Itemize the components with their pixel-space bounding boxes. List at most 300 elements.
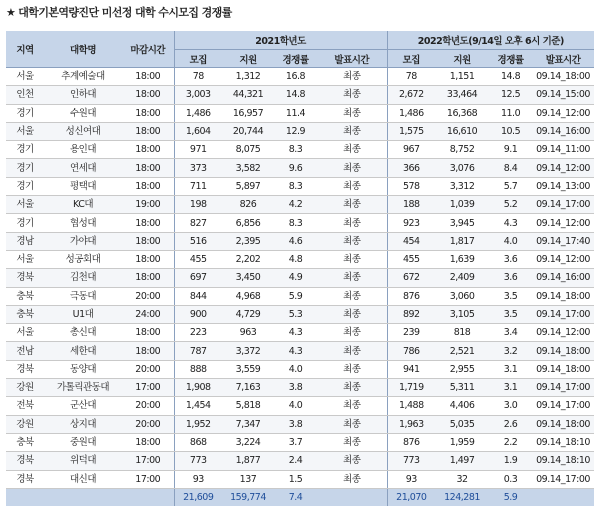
cell-recruit-2022: 967 [387,141,435,159]
cell-apply-2022: 2,409 [435,269,489,287]
cell-region: 서울 [6,68,44,86]
cell-recruit-2021: 868 [174,433,222,451]
cell-apply-2021: 2,202 [222,250,274,268]
cell-ratio-2022: 3.4 [489,324,532,342]
cell-deadline: 18:00 [122,214,174,232]
cell-apply-2022: 5,311 [435,379,489,397]
cell-apply-2022: 8,752 [435,141,489,159]
cell-university: 연세대 [44,159,122,177]
total-ratio-2021: 7.4 [274,488,317,506]
cell-ratio-2021: 8.3 [274,214,317,232]
table-row [6,104,594,122]
cell-announce-2022: 09.14_11:00 [532,141,594,159]
cell-apply-2022: 16,610 [435,122,489,140]
cell-ratio-2022: 3.1 [489,379,532,397]
cell-university: 인하대 [44,86,122,104]
cell-ratio-2022: 12.5 [489,86,532,104]
cell-recruit-2021: 93 [174,470,222,488]
header-region: 지역 [6,31,44,68]
cell-deadline: 18:00 [122,342,174,360]
header-ratio-2021: 경쟁률 [274,50,317,68]
cell-region: 충북 [6,287,44,305]
cell-deadline: 18:00 [122,269,174,287]
cell-region: 경남 [6,232,44,250]
cell-announce-2021: 최종 [317,250,387,268]
cell-deadline: 20:00 [122,287,174,305]
cell-region: 서울 [6,122,44,140]
totals-label-spacer [6,488,174,506]
cell-deadline: 20:00 [122,415,174,433]
cell-announce-2021: 최종 [317,214,387,232]
cell-ratio-2022: 4.3 [489,214,532,232]
cell-announce-2021: 최종 [317,342,387,360]
total-ratio-2022: 5.9 [489,488,532,506]
cell-recruit-2021: 223 [174,324,222,342]
cell-ratio-2022: 5.7 [489,177,532,195]
cell-apply-2021: 4,968 [222,287,274,305]
cell-region: 충북 [6,433,44,451]
total-spacer-2021 [317,488,387,506]
cell-region: 경북 [6,452,44,470]
total-recruit-2022: 21,070 [387,488,435,506]
cell-university: 군산대 [44,397,122,415]
cell-university: 성공회대 [44,250,122,268]
cell-deadline: 20:00 [122,397,174,415]
table-row [6,122,594,140]
cell-university: 추계예술대 [44,68,122,86]
cell-deadline: 18:00 [122,122,174,140]
cell-recruit-2022: 672 [387,269,435,287]
cell-recruit-2022: 454 [387,232,435,250]
table-row [6,68,594,86]
cell-university: 위덕대 [44,452,122,470]
table-row [6,305,594,323]
cell-announce-2021: 최종 [317,104,387,122]
cell-university: 평택대 [44,177,122,195]
cell-announce-2022: 09.14_18:00 [532,342,594,360]
cell-recruit-2021: 900 [174,305,222,323]
cell-announce-2022: 09.14_18:00 [532,68,594,86]
cell-region: 경기 [6,177,44,195]
cell-recruit-2021: 827 [174,214,222,232]
cell-announce-2022: 09.14_18:10 [532,433,594,451]
table-row [6,379,594,397]
cell-announce-2022: 09.14_18:10 [532,452,594,470]
cell-ratio-2021: 4.0 [274,360,317,378]
header-deadline: 마감시간 [122,31,174,68]
cell-ratio-2022: 8.4 [489,159,532,177]
cell-region: 인천 [6,86,44,104]
header-apply-2022: 지원 [435,50,489,68]
cell-apply-2022: 818 [435,324,489,342]
cell-region: 강원 [6,415,44,433]
cell-deadline: 18:00 [122,104,174,122]
cell-ratio-2022: 3.1 [489,360,532,378]
cell-region: 경기 [6,214,44,232]
cell-ratio-2021: 3.8 [274,415,317,433]
cell-ratio-2022: 1.9 [489,452,532,470]
header-group-2021: 2021학년도 [174,31,387,50]
table-title-text: 대학기본역량진단 미선정 대학 수시모집 경쟁률 [18,6,232,19]
cell-apply-2022: 1,959 [435,433,489,451]
table-title [6,2,232,24]
cell-announce-2022: 09.14_17:00 [532,397,594,415]
cell-apply-2022: 3,945 [435,214,489,232]
cell-recruit-2022: 1,575 [387,122,435,140]
cell-apply-2021: 5,897 [222,177,274,195]
cell-recruit-2021: 1,952 [174,415,222,433]
cell-announce-2022: 09.14_18:00 [532,287,594,305]
cell-apply-2021: 44,321 [222,86,274,104]
cell-announce-2021: 최종 [317,452,387,470]
cell-deadline: 18:00 [122,159,174,177]
cell-ratio-2021: 3.7 [274,433,317,451]
cell-apply-2022: 16,368 [435,104,489,122]
cell-recruit-2021: 773 [174,452,222,470]
header-group-2022: 2022학년도(9/14일 오후 6시 기준) [387,31,594,50]
cell-recruit-2022: 455 [387,250,435,268]
cell-recruit-2021: 198 [174,196,222,214]
cell-apply-2022: 3,060 [435,287,489,305]
totals-row [6,488,594,506]
cell-recruit-2022: 876 [387,433,435,451]
cell-apply-2021: 7,163 [222,379,274,397]
star-marker: ★ [6,6,16,19]
cell-announce-2022: 09.14_15:00 [532,86,594,104]
cell-apply-2021: 20,744 [222,122,274,140]
cell-apply-2022: 32 [435,470,489,488]
cell-announce-2022: 09.14_18:00 [532,360,594,378]
cell-apply-2022: 1,151 [435,68,489,86]
cell-deadline: 18:00 [122,232,174,250]
cell-region: 강원 [6,379,44,397]
table-row [6,177,594,195]
cell-region: 서울 [6,250,44,268]
cell-announce-2021: 최종 [317,122,387,140]
cell-recruit-2021: 971 [174,141,222,159]
header-university: 대학명 [44,31,122,68]
cell-announce-2022: 09.14_12:00 [532,159,594,177]
cell-university: 가야대 [44,232,122,250]
cell-apply-2021: 16,957 [222,104,274,122]
cell-recruit-2022: 2,672 [387,86,435,104]
cell-ratio-2021: 4.2 [274,196,317,214]
total-spacer-2022 [532,488,594,506]
cell-recruit-2021: 373 [174,159,222,177]
cell-recruit-2022: 1,963 [387,415,435,433]
cell-recruit-2021: 844 [174,287,222,305]
cell-ratio-2022: 10.5 [489,122,532,140]
table-row [6,287,594,305]
cell-announce-2021: 최종 [317,141,387,159]
table-row [6,433,594,451]
cell-apply-2022: 2,521 [435,342,489,360]
cell-apply-2021: 5,818 [222,397,274,415]
cell-deadline: 17:00 [122,470,174,488]
cell-apply-2022: 3,105 [435,305,489,323]
cell-announce-2021: 최종 [317,360,387,378]
header-recruit-2022: 모집 [387,50,435,68]
cell-university: 용인대 [44,141,122,159]
cell-recruit-2022: 1,488 [387,397,435,415]
cell-apply-2021: 963 [222,324,274,342]
table-row [6,159,594,177]
cell-deadline: 19:00 [122,196,174,214]
table-row [6,342,594,360]
header-apply-2021: 지원 [222,50,274,68]
cell-announce-2021: 최종 [317,470,387,488]
cell-announce-2022: 09.14_16:00 [532,269,594,287]
cell-university: 세한대 [44,342,122,360]
cell-ratio-2022: 3.0 [489,397,532,415]
cell-university: 성신여대 [44,122,122,140]
cell-recruit-2021: 1,486 [174,104,222,122]
cell-recruit-2022: 188 [387,196,435,214]
cell-announce-2021: 최종 [317,379,387,397]
table-row [6,360,594,378]
cell-apply-2021: 137 [222,470,274,488]
cell-ratio-2021: 2.4 [274,452,317,470]
cell-announce-2022: 09.14_17:00 [532,379,594,397]
cell-university: 중원대 [44,433,122,451]
cell-announce-2022: 09.14_13:00 [532,177,594,195]
cell-apply-2021: 3,372 [222,342,274,360]
cell-apply-2021: 3,224 [222,433,274,451]
cell-announce-2021: 최종 [317,159,387,177]
table-row [6,324,594,342]
table-row [6,415,594,433]
cell-announce-2022: 09.14_12:00 [532,104,594,122]
cell-apply-2021: 1,877 [222,452,274,470]
cell-university: U1대 [44,305,122,323]
cell-deadline: 18:00 [122,177,174,195]
cell-announce-2021: 최종 [317,415,387,433]
cell-ratio-2022: 3.6 [489,250,532,268]
cell-university: 총신대 [44,324,122,342]
total-recruit-2021: 21,609 [174,488,222,506]
cell-announce-2022: 09.14_12:00 [532,214,594,232]
cell-university: 김천대 [44,269,122,287]
cell-announce-2022: 09.14_17:40 [532,232,594,250]
cell-ratio-2022: 3.6 [489,269,532,287]
cell-deadline: 18:00 [122,433,174,451]
cell-announce-2021: 최종 [317,397,387,415]
cell-announce-2022: 09.14_17:00 [532,470,594,488]
table-row [6,232,594,250]
cell-apply-2021: 8,075 [222,141,274,159]
cell-ratio-2022: 2.2 [489,433,532,451]
cell-apply-2021: 826 [222,196,274,214]
cell-deadline: 20:00 [122,360,174,378]
cell-recruit-2021: 787 [174,342,222,360]
cell-ratio-2021: 4.8 [274,250,317,268]
table-row [6,452,594,470]
cell-recruit-2021: 711 [174,177,222,195]
cell-recruit-2021: 697 [174,269,222,287]
cell-ratio-2022: 9.1 [489,141,532,159]
cell-recruit-2022: 892 [387,305,435,323]
table-row [6,141,594,159]
cell-apply-2021: 3,450 [222,269,274,287]
cell-region: 경기 [6,159,44,177]
table-row [6,214,594,232]
cell-ratio-2021: 5.9 [274,287,317,305]
cell-recruit-2022: 773 [387,452,435,470]
header-announce-2021: 발표시간 [317,50,387,68]
cell-region: 경기 [6,141,44,159]
cell-university: 가톨릭관동대 [44,379,122,397]
cell-university: 수원대 [44,104,122,122]
cell-recruit-2021: 1,454 [174,397,222,415]
cell-ratio-2022: 3.2 [489,342,532,360]
cell-recruit-2022: 78 [387,68,435,86]
cell-ratio-2021: 4.6 [274,232,317,250]
cell-recruit-2021: 1,604 [174,122,222,140]
cell-announce-2021: 최종 [317,305,387,323]
cell-announce-2022: 09.14_18:00 [532,415,594,433]
cell-ratio-2021: 11.4 [274,104,317,122]
cell-recruit-2021: 888 [174,360,222,378]
cell-recruit-2022: 876 [387,287,435,305]
cell-university: 극동대 [44,287,122,305]
cell-apply-2021: 6,856 [222,214,274,232]
cell-apply-2022: 2,955 [435,360,489,378]
cell-recruit-2022: 786 [387,342,435,360]
table-row [6,470,594,488]
cell-recruit-2021: 3,003 [174,86,222,104]
cell-announce-2021: 최종 [317,324,387,342]
table-row [6,397,594,415]
cell-recruit-2022: 239 [387,324,435,342]
cell-apply-2021: 4,729 [222,305,274,323]
cell-ratio-2021: 1.5 [274,470,317,488]
total-apply-2021: 159,774 [222,488,274,506]
cell-region: 경북 [6,360,44,378]
cell-recruit-2021: 455 [174,250,222,268]
cell-recruit-2022: 1,719 [387,379,435,397]
cell-announce-2021: 최종 [317,433,387,451]
cell-university: 동양대 [44,360,122,378]
competition-rate-table [6,31,594,506]
cell-apply-2022: 3,312 [435,177,489,195]
cell-ratio-2021: 12.9 [274,122,317,140]
total-apply-2022: 124,281 [435,488,489,506]
cell-announce-2021: 최종 [317,86,387,104]
cell-region: 경북 [6,269,44,287]
cell-deadline: 17:00 [122,452,174,470]
cell-recruit-2021: 1,908 [174,379,222,397]
cell-ratio-2021: 4.3 [274,342,317,360]
cell-apply-2021: 2,395 [222,232,274,250]
cell-region: 전남 [6,342,44,360]
cell-ratio-2022: 14.8 [489,68,532,86]
cell-region: 경기 [6,104,44,122]
cell-ratio-2021: 9.6 [274,159,317,177]
cell-ratio-2021: 5.3 [274,305,317,323]
cell-recruit-2022: 941 [387,360,435,378]
cell-university: 상지대 [44,415,122,433]
cell-announce-2021: 최종 [317,196,387,214]
cell-announce-2021: 최종 [317,232,387,250]
cell-deadline: 18:00 [122,324,174,342]
cell-region: 전북 [6,397,44,415]
cell-deadline: 18:00 [122,250,174,268]
cell-ratio-2022: 3.5 [489,287,532,305]
cell-region: 경북 [6,470,44,488]
cell-apply-2022: 1,817 [435,232,489,250]
cell-ratio-2022: 3.5 [489,305,532,323]
cell-announce-2021: 최종 [317,68,387,86]
cell-ratio-2021: 16.8 [274,68,317,86]
table-row [6,250,594,268]
cell-recruit-2022: 93 [387,470,435,488]
cell-announce-2021: 최종 [317,177,387,195]
cell-deadline: 18:00 [122,86,174,104]
cell-ratio-2022: 0.3 [489,470,532,488]
cell-region: 충북 [6,305,44,323]
cell-apply-2021: 3,582 [222,159,274,177]
cell-apply-2022: 1,639 [435,250,489,268]
cell-university: KC대 [44,196,122,214]
cell-deadline: 24:00 [122,305,174,323]
cell-region: 서울 [6,196,44,214]
cell-recruit-2021: 516 [174,232,222,250]
header-announce-2022: 발표시간 [532,50,594,68]
cell-ratio-2021: 3.8 [274,379,317,397]
header-recruit-2021: 모집 [174,50,222,68]
cell-recruit-2022: 366 [387,159,435,177]
cell-apply-2022: 33,464 [435,86,489,104]
cell-announce-2022: 09.14_12:00 [532,324,594,342]
cell-ratio-2022: 2.6 [489,415,532,433]
cell-recruit-2022: 578 [387,177,435,195]
cell-announce-2021: 최종 [317,287,387,305]
cell-apply-2022: 1,497 [435,452,489,470]
cell-apply-2022: 3,076 [435,159,489,177]
header-ratio-2022: 경쟁률 [489,50,532,68]
cell-recruit-2022: 923 [387,214,435,232]
cell-announce-2022: 09.14_17:00 [532,196,594,214]
table-row [6,86,594,104]
cell-ratio-2022: 11.0 [489,104,532,122]
cell-apply-2021: 1,312 [222,68,274,86]
cell-ratio-2021: 8.3 [274,141,317,159]
table-row [6,196,594,214]
cell-recruit-2022: 1,486 [387,104,435,122]
cell-ratio-2021: 4.9 [274,269,317,287]
cell-apply-2021: 3,559 [222,360,274,378]
cell-announce-2022: 09.14_16:00 [532,122,594,140]
table-body [6,68,594,489]
cell-region: 서울 [6,324,44,342]
cell-announce-2021: 최종 [317,269,387,287]
table-row [6,269,594,287]
cell-university: 대신대 [44,470,122,488]
cell-ratio-2021: 4.3 [274,324,317,342]
cell-announce-2022: 09.14_12:00 [532,250,594,268]
cell-deadline: 18:00 [122,141,174,159]
cell-ratio-2021: 14.8 [274,86,317,104]
cell-ratio-2021: 8.3 [274,177,317,195]
cell-ratio-2021: 4.0 [274,397,317,415]
cell-recruit-2021: 78 [174,68,222,86]
cell-apply-2022: 4,406 [435,397,489,415]
cell-deadline: 18:00 [122,68,174,86]
cell-apply-2022: 1,039 [435,196,489,214]
cell-apply-2022: 5,035 [435,415,489,433]
cell-apply-2021: 7,347 [222,415,274,433]
cell-ratio-2022: 4.0 [489,232,532,250]
